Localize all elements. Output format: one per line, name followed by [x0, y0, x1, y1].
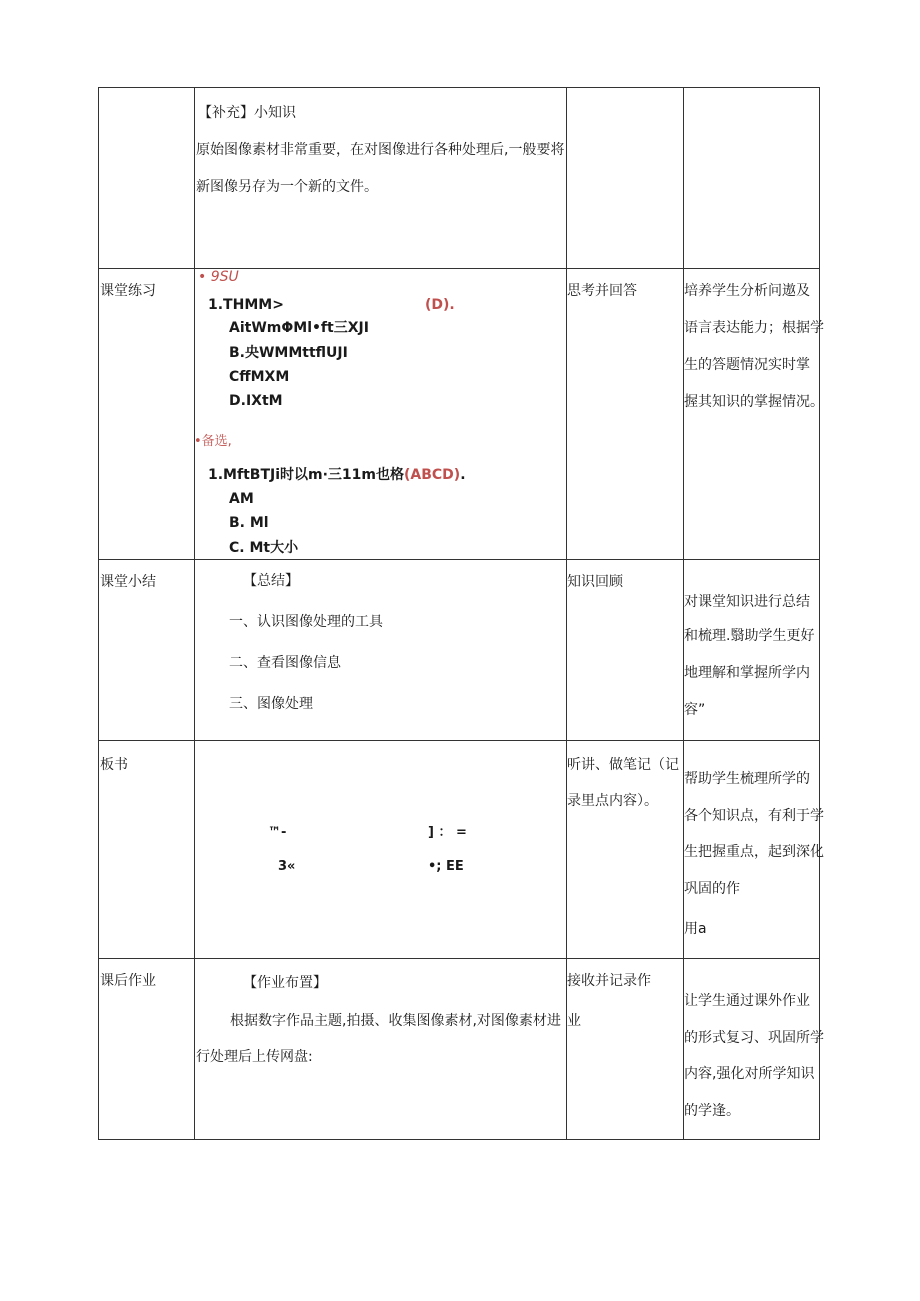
homework-text-line1: 根据数字作品主题,拍摄、收集图像素材,对图像素材进 [230, 1013, 561, 1029]
practice-purpose-line1: 培养学生分析问遨及 [684, 283, 810, 299]
practice-activity: 思考并回答 [567, 283, 637, 299]
question-2-answer: (ABCD) [403, 467, 461, 483]
practice-purpose-line3: 生的答题情况实时掌 [684, 357, 810, 373]
homework-activity-line2: 业 [567, 1013, 581, 1029]
board-mark-3: 3« [278, 859, 296, 874]
question-2-text: 1.MftBTJi时以m·三11m也格 [208, 467, 404, 483]
board-mark-1: ™- [268, 825, 287, 840]
board-mark-4: •; EE [428, 859, 464, 874]
summary-purpose-line4: 容” [684, 702, 706, 718]
option-c: CffMXM [229, 369, 290, 385]
summary-activity: 知识回顾 [567, 574, 623, 590]
homework-text-line2: 行处理后上传网盘: [196, 1049, 313, 1065]
summary-item-3: 三、图像处理 [229, 696, 313, 712]
supplement-title: 【补充】小知识 [198, 105, 296, 121]
column-divider [683, 88, 684, 1139]
practice-purpose-line2: 语言表达能力；根据学 [684, 320, 824, 336]
practice-purpose-line4: 握其知识的掌握情况。 [684, 394, 824, 410]
row-label-summary: 课堂小结 [100, 574, 156, 590]
question-1-answer: (D). [425, 297, 455, 313]
board-purpose-line5: 用a [684, 921, 707, 937]
summary-purpose-line2: 和梳理.翳助学生更好 [684, 628, 815, 644]
lesson-table [98, 87, 820, 1140]
summary-purpose-line1: 对课堂知识进行总结 [684, 594, 810, 610]
optional-label: •备选, [194, 434, 232, 449]
option-d: D.IXtM [229, 393, 283, 409]
option2-a: AM [229, 491, 254, 507]
option-b: B.央WMMttflUJI [229, 345, 348, 361]
summary-purpose-line3: 地理解和掌握所学内 [684, 665, 810, 681]
homework-purpose-line2: 的形式复习、巩固所学 [684, 1030, 824, 1046]
row-label-board: 板书 [100, 757, 128, 773]
practice-heading: • 9SU [198, 269, 239, 285]
board-purpose-line2: 各个知识点，有利于学 [684, 808, 824, 824]
summary-item-2: 二、查看图像信息 [229, 655, 341, 671]
row-divider [99, 958, 819, 959]
homework-activity-line1: 接收并记录作 [567, 973, 651, 989]
summary-item-1: 一、认识图像处理的工具 [229, 614, 383, 630]
row-label-homework: 课后作业 [100, 973, 156, 989]
question-1: 1.THMM> [208, 297, 284, 313]
board-mark-2: ] ： = [428, 825, 467, 840]
homework-purpose-line3: 内容,强化对所学知识 [684, 1066, 815, 1082]
board-activity-line1: 听讲、做笔记（记 [567, 757, 679, 773]
supplement-text-line2: 新图像另存为一个新的文件。 [196, 179, 378, 195]
question-2 [208, 466, 466, 484]
question-2-period: . [460, 467, 466, 483]
option-a: AitWmΦMl•ft三XJI [229, 320, 369, 336]
homework-heading: 【作业布置】 [243, 975, 327, 991]
board-purpose-line1: 帮助学生梳理所学的 [684, 771, 810, 787]
summary-heading: 【总结】 [243, 573, 299, 589]
homework-purpose-line1: 让学生通过课外作业 [684, 993, 810, 1009]
row-divider [99, 740, 819, 741]
homework-purpose-line4: 的学逢。 [684, 1103, 740, 1119]
column-divider [194, 88, 195, 1139]
supplement-text-line1: 原始图像素材非常重要，在对图像进行各种处理后,一般要将 [196, 142, 565, 158]
row-label-practice: 课堂练习 [100, 283, 156, 299]
option2-b: B. Ml [229, 515, 269, 531]
board-purpose-line3: 生把握重点，起到深化 [684, 844, 824, 860]
board-activity-line2: 录里点内容）。 [567, 793, 658, 809]
row-divider [99, 559, 819, 560]
option2-c: C. Mt大小 [229, 540, 299, 556]
board-purpose-line4: 巩固的作 [684, 881, 740, 897]
